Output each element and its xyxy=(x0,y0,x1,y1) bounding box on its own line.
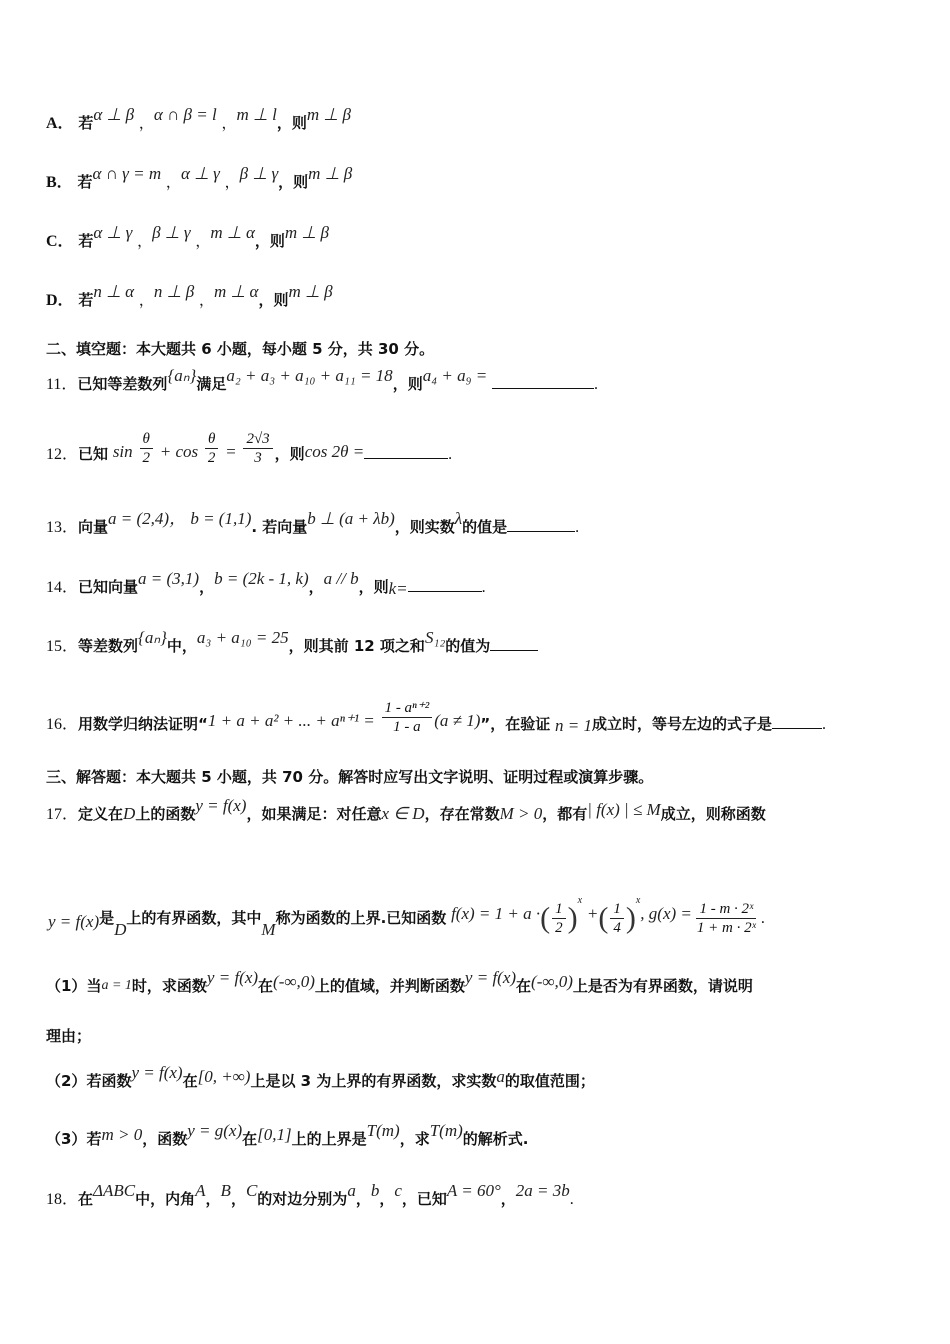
fraction: $\frac{1}{4}$ xyxy=(610,900,624,937)
option-a: A． 若α ⊥ β ，α ∩ β = l ，m ⊥ l，则m ⊥ β xyxy=(46,105,351,132)
option-c: C． 若α ⊥ γ ，β ⊥ γ ，m ⊥ α，则m ⊥ β xyxy=(46,223,329,250)
section-answer-heading: 三、解答题：本大题共 5 小题，共 70 分。解答时应写出文字说明、证明过程或演算步骤。 xyxy=(46,768,654,786)
option-b: B． 若α ∩ γ = m ，α ⊥ γ ，β ⊥ γ，则m ⊥ β xyxy=(46,164,353,191)
option-d: D． 若n ⊥ α ，n ⊥ β ，m ⊥ α，则m ⊥ β xyxy=(46,282,333,309)
question-18: 18．在ΔABC中，内角A，B，C的对边分别为a，b，c，已知A = 60°，2a = 3b. xyxy=(46,1181,574,1208)
question-15: 15．等差数列{aₙ}中，a₃ + a₁₀ = 25，则其前 12 项之和S₁₂的值为 xyxy=(46,635,910,658)
question-17: 17．定义在D上的函数y = f(x)，如果满足：对任意x ∈ D，存在常数M > 0，都有| f(x) | ≤ M成立，则称函数 xyxy=(46,796,766,823)
fraction: $\frac{\theta}{2}$ xyxy=(205,430,219,467)
fraction: $\frac{\theta}{2}$ xyxy=(139,430,153,467)
answer-blank[interactable] xyxy=(408,577,482,592)
fraction: $\frac{1}{2}$ xyxy=(552,900,566,937)
question-14: 14．已知向量a = (3,1)，b = (2k - 1, k)，a // b，则k= . xyxy=(46,569,486,598)
question-17-part-3: （3）若m > 0，函数y = g(x)在[0,1]上的上界是T(m)，求T(m)的解析式. xyxy=(46,1121,529,1148)
answer-blank[interactable] xyxy=(364,444,448,459)
fraction: $\frac{2√3}{3}$ xyxy=(243,430,272,467)
answer-blank[interactable] xyxy=(492,374,594,389)
answer-blank[interactable] xyxy=(490,636,538,651)
fraction: $\frac{\text{1 - aⁿ⁺²}}{1 - a}$ xyxy=(382,699,433,736)
question-12: 12．已知 sin $\frac{\theta}{2}$ + cos $\frac{\theta}{2}$ = $\frac{2√3}{3}$ ，则cos 2θ = . xyxy=(46,431,453,466)
section-fill-in-heading: 二、填空题：本大题共 6 小题，每小题 5 分，共 30 分。 xyxy=(46,340,435,358)
question-17-part-1: （1）当a = 1时，求函数y = f(x)在(-∞,0)上的值域，并判断函数y = f(x)在(-∞,0)上是否为有界函数，请说明 xyxy=(46,968,753,995)
question-16: 16．用数学归纳法证明“1 + a + a² + ... + aⁿ⁺¹ = $\frac{\text{1 - aⁿ⁺²}}{1 - a}$ (a ≠ 1)”，在验证 n = 1成立时，等号左边的式子是 . xyxy=(46,700,827,735)
question-11: 11．已知等差数列{aₙ}满足a₂ + a₃ + a₁₀ + a₁₁ = 18，则a₄ + a₉ = . xyxy=(46,366,598,393)
answer-blank[interactable] xyxy=(507,517,575,532)
question-17-part-1-cont: 理由； xyxy=(46,1027,92,1045)
question-17-definition: y = f(x)是D上的有界函数，其中M称为函数的上界.已知函数 f(x) = 1 + a ·( $\frac{1}{2}$ )$^x$ +( $\frac{1}{4}$ )$^x$, g(x) = $\frac{\text{1 - m · 2ˣ}}{\text{1 + m · 2ˣ}}$ . xyxy=(48,895,765,939)
answer-blank[interactable] xyxy=(772,714,822,729)
question-17-part-2: （2）若函数y = f(x)在[0, +∞)上是以 3 为上界的有界函数，求实数a的取值范围； xyxy=(46,1063,595,1090)
question-13: 13．向量a = (2,4)， b = (1,1). 若向量b ⊥ (a + λb)，则实数λ的值是 . xyxy=(46,509,580,536)
fraction: $\frac{\text{1 - m · 2ˣ}}{\text{1 + m · 2ˣ}}$ xyxy=(696,901,756,936)
